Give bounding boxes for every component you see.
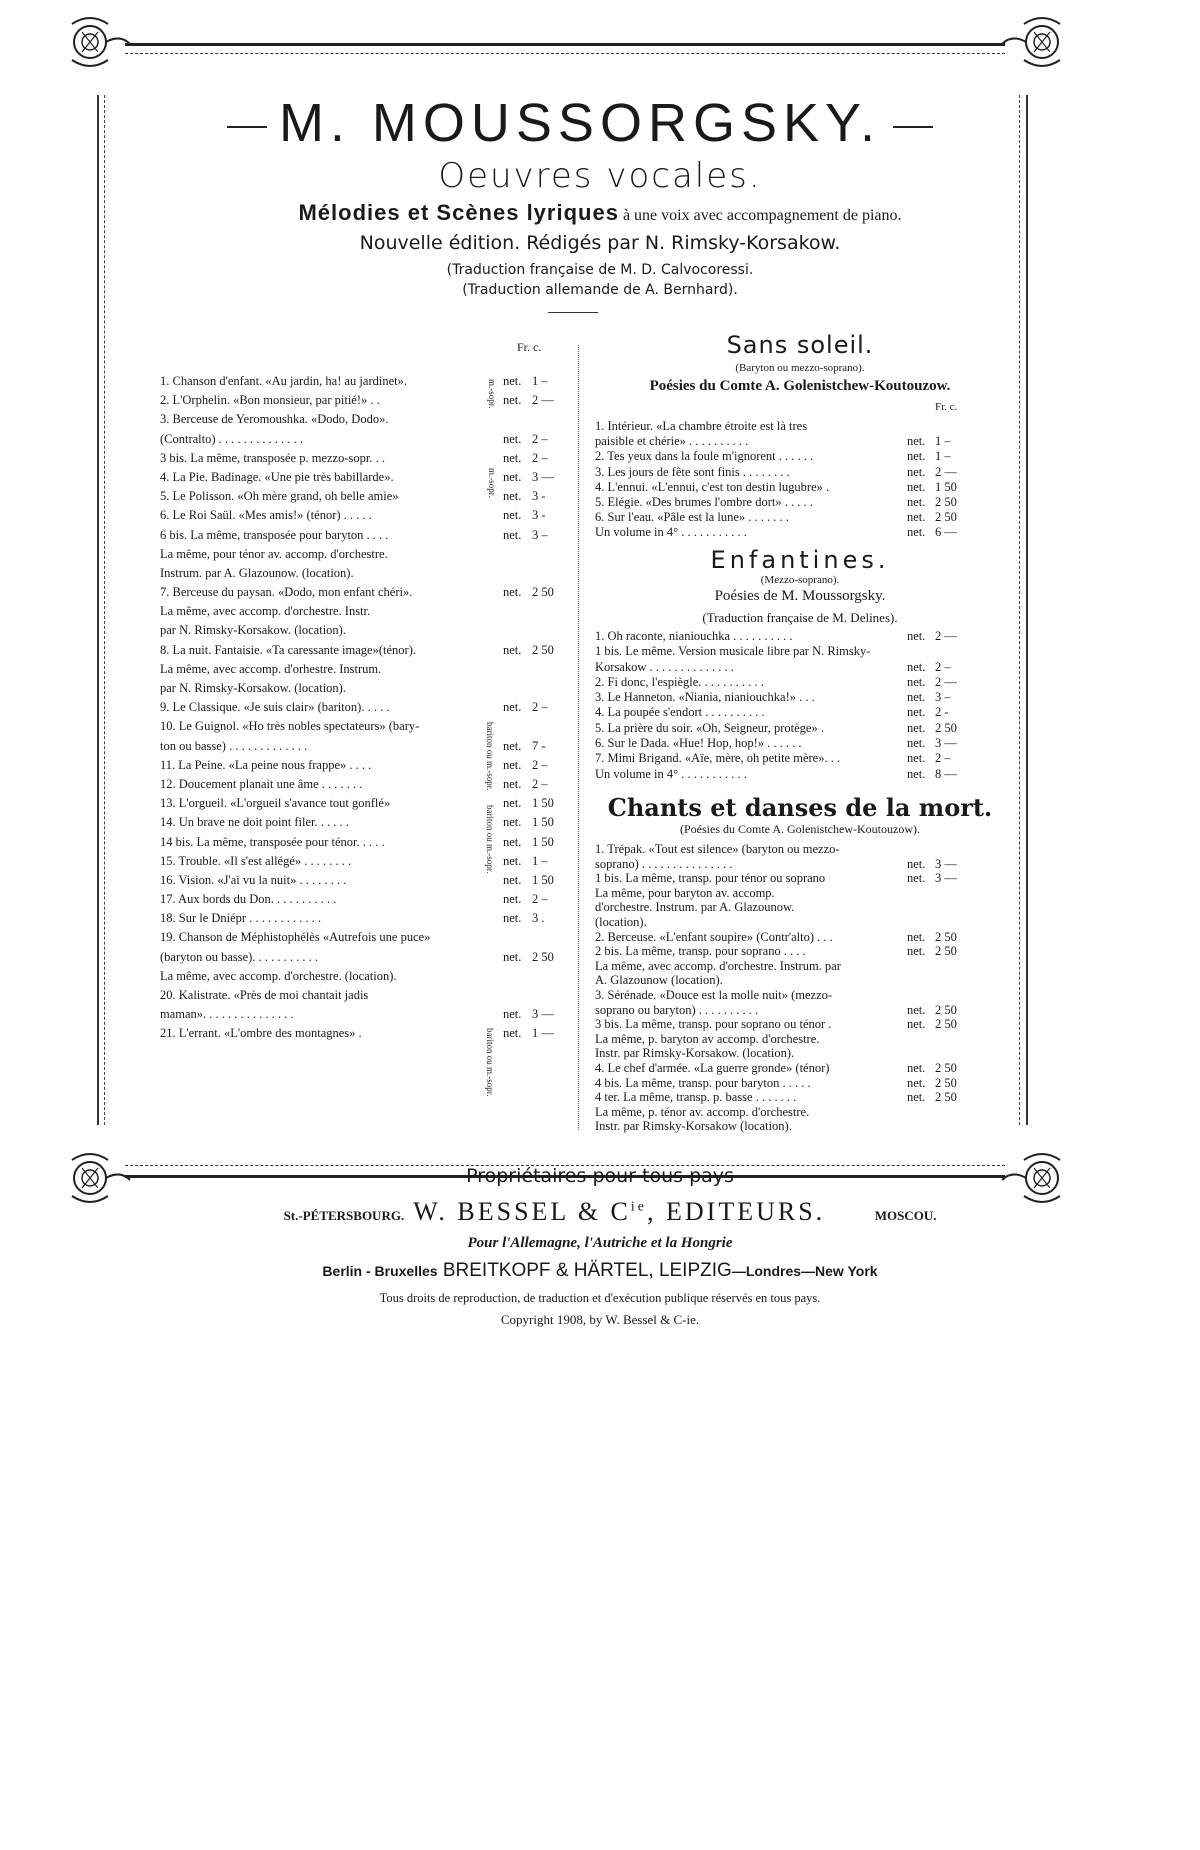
net-label: net. bbox=[907, 510, 926, 525]
price: 2 – bbox=[532, 450, 548, 465]
price: 2 — bbox=[935, 674, 957, 689]
net-label: net. bbox=[503, 450, 522, 465]
work-title: Instr. par Rimsky-Korsakow (location). bbox=[595, 1119, 792, 1134]
work-title: 16. Vision. «J'ai vu la nuit» . . . . . . . . bbox=[160, 872, 347, 887]
work-title: soprano ou baryton) . . . . . . . . . . bbox=[595, 1002, 759, 1017]
price: 3 - bbox=[532, 489, 546, 504]
work-title: 20. Kalistrate. «Près de moi chantait jadis bbox=[160, 988, 369, 1002]
net-label: net. bbox=[503, 815, 522, 830]
ornament-corner-top-left-icon bbox=[62, 12, 132, 82]
list-item bbox=[160, 469, 560, 488]
work-title: 4. Le chef d'armée. «La guerre gronde» (ténor) bbox=[595, 1060, 830, 1075]
list-item bbox=[160, 603, 560, 622]
work-title: 5. La prière du soir. «Oh, Seigneur, protège» . bbox=[595, 720, 824, 735]
list-item bbox=[595, 886, 1005, 901]
work-title: 5. Elégie. «Des brumes l'ombre dort» . . . . . bbox=[595, 494, 813, 509]
work-title: La même, avec accomp. d'orhestre. Instrum. bbox=[160, 661, 382, 676]
list-item bbox=[160, 987, 560, 1006]
melodies-line bbox=[110, 200, 1090, 226]
work-title: 17. Aux bords du Don. . . . . . . . . . . bbox=[160, 892, 337, 907]
price: 2 – bbox=[532, 757, 548, 772]
ornament-corner-top-right-icon bbox=[1000, 12, 1070, 82]
work-title: 14 bis. La même, transposée pour ténor. . . . . bbox=[160, 834, 385, 849]
work-title: La même, pour baryton av. accomp. bbox=[595, 885, 775, 900]
list-item bbox=[595, 524, 1005, 539]
price: 1 – bbox=[532, 853, 548, 868]
work-title: par N. Rimsky-Korsakow. (location). bbox=[160, 681, 346, 695]
work-title: 4. L'ennui. «L'ennui, c'est ton destin lugubre» . bbox=[595, 479, 830, 494]
price: 2 50 bbox=[935, 494, 957, 509]
work-title: (Contralto) . . . . . . . . . . . . . . bbox=[160, 431, 304, 446]
list-item bbox=[595, 479, 1005, 494]
work-title: 2 bis. La même, transp. pour soprano . . . . bbox=[595, 944, 806, 959]
net-label: net. bbox=[907, 1002, 926, 1017]
publisher-name: W. BESSEL & C bbox=[413, 1197, 631, 1226]
net-label: net. bbox=[907, 674, 926, 689]
work-title: (location). bbox=[595, 914, 647, 929]
voice-bracket-1: m.-sopr. bbox=[487, 379, 497, 409]
list-item bbox=[160, 910, 560, 929]
work-title: 7. Berceuse du paysan. «Dodo, mon enfant chéri». bbox=[160, 585, 413, 600]
price: 3 – bbox=[532, 527, 548, 542]
list-item bbox=[595, 871, 1005, 886]
frame-left-rule-dashed bbox=[104, 95, 105, 1125]
net-label: net. bbox=[503, 872, 522, 887]
price: 2 50 bbox=[532, 585, 554, 600]
list-item bbox=[160, 642, 560, 661]
list-item bbox=[160, 834, 560, 853]
net-label: net. bbox=[503, 1026, 522, 1041]
price: 1 – bbox=[532, 374, 548, 388]
list-item bbox=[160, 776, 560, 795]
section-title-sans-soleil: Sans soleil. bbox=[726, 331, 874, 359]
price: 1 – bbox=[935, 434, 951, 449]
list-item bbox=[160, 872, 560, 891]
work-title: 13. L'orgueil. «L'orgueil s'avance tout gonflé» bbox=[160, 796, 391, 811]
net-label: net. bbox=[907, 449, 926, 464]
frame-top-rule-dashed bbox=[125, 53, 1005, 54]
net-label: net. bbox=[503, 834, 522, 849]
list-item bbox=[595, 842, 1005, 857]
work-title: 4. La poupée s'endort . . . . . . . . . . bbox=[595, 705, 765, 720]
net-label: net. bbox=[907, 1017, 926, 1032]
work-title: Instr. par Rimsky-Korsakow. (location). bbox=[595, 1046, 795, 1061]
work-title: 1. Trépak. «Tout est silence» (baryton ou mezzo- bbox=[595, 842, 840, 856]
price: 3 — bbox=[935, 736, 957, 751]
list-item bbox=[595, 1003, 1005, 1018]
list-item bbox=[595, 643, 1005, 658]
net-label: net. bbox=[907, 736, 926, 751]
title-flourish-left bbox=[227, 126, 267, 128]
list-item bbox=[595, 448, 1005, 463]
list-item bbox=[595, 1046, 1005, 1061]
net-label: net. bbox=[503, 700, 522, 715]
list-item bbox=[595, 959, 1005, 974]
work-title: 18. Sur le Dniépr . . . . . . . . . . . . bbox=[160, 911, 322, 926]
list-item bbox=[160, 891, 560, 910]
work-title: La même, avec accomp. d'orchestre. (location). bbox=[160, 968, 397, 983]
list-item bbox=[595, 659, 1005, 674]
list-item bbox=[595, 418, 1005, 433]
frame-left-rule bbox=[97, 95, 99, 1125]
list-item bbox=[160, 949, 560, 968]
net-label: net. bbox=[503, 374, 522, 388]
work-title: 3 bis. La même, transp. pour soprano ou ténor . bbox=[595, 1017, 832, 1032]
price: 1 50 bbox=[532, 815, 554, 830]
price: 2 – bbox=[532, 431, 548, 446]
net-label: net. bbox=[907, 494, 926, 509]
list-item bbox=[160, 757, 560, 776]
rights-notice: Tous droits de reproduction, de traduction et d'exécution publique réservés en tous pays. bbox=[379, 1291, 821, 1305]
work-title: 3. Le Hanneton. «Niania, nianiouchka!» . . . bbox=[595, 690, 815, 705]
work-title: Korsakow . . . . . . . . . . . . . . bbox=[595, 659, 734, 674]
net-label: net. bbox=[503, 508, 522, 523]
price: 2 - bbox=[935, 705, 949, 720]
work-title: 4 ter. La même, transp. p. basse . . . . . . . bbox=[595, 1090, 797, 1105]
net-label: net. bbox=[907, 629, 926, 643]
work-title: La même, avec accomp. d'orchestre. Instrum. par bbox=[595, 958, 841, 973]
divider bbox=[548, 312, 598, 313]
section-subtitle-sans-soleil: (Baryton ou mezzo-soprano). bbox=[735, 362, 865, 374]
list-item bbox=[160, 1025, 560, 1044]
work-title: 6. Le Roi Saül. «Mes amis!» (ténor) . . . . . bbox=[160, 508, 372, 523]
section-title-enfantines: Enfantines. bbox=[710, 546, 890, 574]
city-st-petersbourg: St.-PÉTERSBOURG. bbox=[283, 1208, 405, 1223]
work-title: 5. Le Polisson. «Oh mère grand, oh belle amie» bbox=[160, 489, 399, 504]
list-item bbox=[160, 527, 560, 546]
composer-title bbox=[190, 92, 970, 154]
price: 7 - bbox=[532, 738, 546, 753]
publisher-line bbox=[170, 1197, 1050, 1227]
price: 1 50 bbox=[935, 479, 957, 494]
price: 8 — bbox=[935, 766, 957, 781]
list-item bbox=[160, 546, 560, 565]
list-item bbox=[595, 674, 1005, 689]
work-title: La même, avec accomp. d'orchestre. Instr. bbox=[160, 604, 371, 619]
list-item bbox=[595, 1017, 1005, 1032]
title-flourish-right bbox=[893, 126, 933, 128]
work-title: 1 bis. Le même. Version musicale libre par N. Rimsky- bbox=[595, 644, 871, 659]
work-title: 3 bis. La même, transposée p. mezzo-sopr. . . bbox=[160, 450, 385, 465]
section-poet-sans-soleil: Poésies du Comte A. Golenistchew-Koutouzow. bbox=[649, 378, 951, 394]
price: 2 – bbox=[532, 892, 548, 907]
chants-list bbox=[595, 842, 1005, 1134]
work-title: 2. L'Orphelin. «Bon monsieur, par pitié!» . . bbox=[160, 393, 380, 408]
section-title-chants: Chants et danses de la mort. bbox=[607, 793, 993, 822]
proprietaires-line: Propriétaires pour tous pays bbox=[466, 1165, 734, 1187]
net-label: net. bbox=[503, 527, 522, 542]
net-label: net. bbox=[907, 705, 926, 720]
list-item bbox=[160, 622, 560, 641]
price: 2 50 bbox=[935, 1090, 957, 1105]
work-title: par N. Rimsky-Korsakow. (location). bbox=[160, 623, 346, 638]
work-title: Un volume in 4° . . . . . . . . . . . bbox=[595, 525, 747, 540]
price: 2 50 bbox=[935, 1002, 957, 1017]
price: 1 50 bbox=[532, 872, 554, 887]
list-item bbox=[595, 1090, 1005, 1105]
list-item bbox=[160, 411, 560, 430]
net-label: net. bbox=[907, 751, 926, 766]
net-label: net. bbox=[907, 856, 926, 871]
list-item bbox=[595, 1061, 1005, 1076]
net-label: net. bbox=[503, 393, 522, 408]
work-title: 1. Chanson d'enfant. «Au jardin, ha! au jardinet». bbox=[160, 374, 407, 388]
left-work-list bbox=[160, 373, 560, 1045]
list-item bbox=[160, 392, 560, 411]
breitkopf-line bbox=[150, 1260, 1050, 1282]
list-item bbox=[595, 973, 1005, 988]
list-item bbox=[160, 507, 560, 526]
net-label: net. bbox=[907, 929, 926, 944]
voice-bracket-3: bariton ou m.-sopr. bbox=[485, 722, 495, 791]
list-item bbox=[595, 915, 1005, 930]
list-item bbox=[595, 720, 1005, 735]
work-title: 1. Intérieur. «La chambre étroite est là tres bbox=[595, 419, 808, 433]
city-moscou: MOSCOU. bbox=[874, 1208, 937, 1223]
work-title: maman». . . . . . . . . . . . . . . bbox=[160, 1007, 294, 1022]
price: 3 — bbox=[532, 469, 554, 484]
net-label: net. bbox=[907, 1060, 926, 1075]
work-title: La même, p. baryton av accomp. d'orchestre. bbox=[595, 1031, 820, 1046]
price: 1 – bbox=[935, 449, 951, 464]
list-item bbox=[160, 795, 560, 814]
list-item bbox=[160, 718, 560, 737]
melodies-heading: Mélodies et Scènes lyriques bbox=[298, 200, 619, 225]
work-title: 15. Trouble. «Il s'est allégé» . . . . . . . . bbox=[160, 853, 352, 868]
work-title: 14. Un brave ne doit point filer. . . . . . bbox=[160, 815, 349, 830]
work-title: soprano) . . . . . . . . . . . . . . . bbox=[595, 856, 733, 871]
list-item bbox=[595, 900, 1005, 915]
net-label: net. bbox=[907, 766, 926, 781]
french-translation-line: (Traduction française de M. D. Calvocoressi. bbox=[446, 262, 754, 278]
price: 3 – bbox=[935, 690, 951, 705]
net-label: net. bbox=[503, 738, 522, 753]
work-title: La même, pour ténor av. accomp. d'orchestre. bbox=[160, 546, 388, 561]
list-item bbox=[595, 930, 1005, 945]
work-title: 6. Sur le Dada. «Hue! Hop, hop!» . . . . . . bbox=[595, 736, 802, 751]
work-title: 4 bis. La même, transp. pour baryton . . . . . bbox=[595, 1075, 811, 1090]
net-label: net. bbox=[907, 464, 926, 479]
subtitle: Oeuvres vocales. bbox=[438, 156, 762, 196]
list-item bbox=[595, 1076, 1005, 1091]
net-label: net. bbox=[503, 489, 522, 504]
price: 2 — bbox=[935, 464, 957, 479]
list-item bbox=[595, 988, 1005, 1003]
list-item bbox=[160, 373, 560, 392]
work-title: 2. Fi donc, l'espiègle. . . . . . . . . . . bbox=[595, 674, 764, 689]
net-label: net. bbox=[503, 431, 522, 446]
price: 3 — bbox=[532, 1007, 554, 1022]
work-title: 19. Chanson de Méphistophélès «Autrefois une puce» bbox=[160, 930, 431, 945]
net-label: net. bbox=[503, 469, 522, 484]
melodies-description: à une voix avec accompagnement de piano. bbox=[622, 207, 902, 224]
cities-left: Berlin - Bruxelles bbox=[322, 1263, 438, 1279]
list-item bbox=[160, 680, 560, 699]
list-item bbox=[160, 584, 560, 603]
section-translator-enfantines: (Traduction française de M. Delines). bbox=[702, 610, 898, 625]
price: 2 50 bbox=[935, 720, 957, 735]
net-label: net. bbox=[503, 776, 522, 791]
price: 2 – bbox=[532, 776, 548, 791]
price: 2 – bbox=[532, 700, 548, 715]
list-item bbox=[160, 450, 560, 469]
list-item bbox=[595, 509, 1005, 524]
list-item bbox=[595, 433, 1005, 448]
breitkopf-name: BREITKOPF & HÄRTEL, LEIPZIG bbox=[442, 1260, 732, 1281]
list-item bbox=[160, 565, 560, 584]
price: 2 – bbox=[935, 659, 951, 674]
price: 1 — bbox=[532, 1026, 554, 1041]
list-item bbox=[595, 1105, 1005, 1120]
net-label: net. bbox=[503, 642, 522, 657]
work-title: 1 bis. La même, transp. pour ténor ou soprano bbox=[595, 871, 826, 886]
price: 2 – bbox=[935, 751, 951, 766]
price: 2 50 bbox=[935, 944, 957, 959]
list-item bbox=[160, 1006, 560, 1025]
net-label: net. bbox=[503, 892, 522, 907]
price: 2 — bbox=[532, 393, 554, 408]
net-label: net. bbox=[503, 757, 522, 772]
work-title: 6. Sur l'eau. «Pâle est la lune» . . . . . . . bbox=[595, 510, 789, 525]
work-title: 8. La nuit. Fantaisie. «Ta caressante image»(ténor). bbox=[160, 642, 416, 657]
price: 3 — bbox=[935, 871, 957, 886]
net-label: net. bbox=[503, 853, 522, 868]
list-item bbox=[595, 494, 1005, 509]
territory-line: Pour l'Allemagne, l'Autriche et la Hongrie bbox=[467, 1235, 733, 1251]
net-label: net. bbox=[503, 949, 522, 964]
price: 2 — bbox=[935, 629, 957, 643]
net-label: net. bbox=[907, 1090, 926, 1105]
net-label: net. bbox=[907, 690, 926, 705]
list-item bbox=[160, 929, 560, 948]
work-title: Un volume in 4° . . . . . . . . . . . bbox=[595, 766, 747, 781]
cities-right: —Londres—New York bbox=[731, 1263, 878, 1279]
list-item bbox=[595, 1119, 1005, 1134]
price: 2 50 bbox=[935, 1017, 957, 1032]
list-item bbox=[160, 488, 560, 507]
net-label: net. bbox=[907, 434, 926, 449]
price: 2 50 bbox=[935, 1060, 957, 1075]
net-label: net. bbox=[907, 944, 926, 959]
work-title: (baryton ou basse). . . . . . . . . . . bbox=[160, 949, 318, 964]
voice-bracket-4: bariton ou m.-sopr. bbox=[485, 805, 495, 874]
copyright-notice: Copyright 1908, by W. Bessel & C-ie. bbox=[500, 1312, 700, 1327]
net-label: net. bbox=[907, 1075, 926, 1090]
work-title: 3. Berceuse de Yeromoushka. «Dodo, Dodo». bbox=[160, 412, 389, 427]
work-title: 2. Berceuse. «L'enfant soupire» (Contr'alto) . . . bbox=[595, 929, 833, 944]
net-label: net. bbox=[907, 479, 926, 494]
sans-soleil-list bbox=[595, 418, 1005, 540]
net-label: net. bbox=[907, 871, 926, 886]
price: 3 — bbox=[935, 856, 957, 871]
enfantines-list bbox=[595, 628, 1005, 781]
net-label: net. bbox=[907, 659, 926, 674]
price: 1 50 bbox=[532, 834, 554, 849]
work-title: A. Glazounow (location). bbox=[595, 973, 723, 988]
list-item bbox=[160, 661, 560, 680]
price: 3 - bbox=[532, 508, 546, 523]
work-title: 12. Doucement planait une âme . . . . . . . bbox=[160, 776, 363, 791]
price: 1 50 bbox=[532, 796, 554, 811]
work-title: 11. La Peine. «La peine nous frappe» . . . . bbox=[160, 757, 372, 772]
net-label: net. bbox=[503, 1007, 522, 1022]
net-label: net. bbox=[907, 720, 926, 735]
frame-top-rule bbox=[125, 43, 1005, 46]
voice-bracket-2: m.-sopr. bbox=[487, 468, 497, 498]
list-item bbox=[595, 704, 1005, 719]
price: 6 — bbox=[935, 525, 957, 540]
work-title: 1. Oh raconte, nianiouchka . . . . . . . . . . bbox=[595, 629, 793, 643]
list-item bbox=[595, 464, 1005, 479]
list-item bbox=[160, 853, 560, 872]
composer-name: M. MOUSSORGSKY. bbox=[278, 93, 882, 153]
publisher-end: , EDITEURS. bbox=[647, 1197, 826, 1226]
net-label: net. bbox=[503, 585, 522, 600]
list-item bbox=[160, 738, 560, 757]
work-title: Instrum. par A. Glazounow. (location). bbox=[160, 565, 354, 580]
work-title: 21. L'errant. «L'ombre des montagnes» . bbox=[160, 1026, 362, 1041]
work-title: 3. Sérénade. «Douce est la molle nuit» (mezzo- bbox=[595, 987, 833, 1002]
price: 2 50 bbox=[935, 929, 957, 944]
work-title: 10. Le Guignol. «Ho très nobles spectateurs» (bary- bbox=[160, 719, 420, 734]
work-title: 6 bis. La même, transposée pour baryton . . . . bbox=[160, 527, 389, 542]
net-label: net. bbox=[907, 525, 926, 540]
price: 2 50 bbox=[935, 1075, 957, 1090]
work-title: 9. Le Classique. «Je suis clair» (bariton). . . . . bbox=[160, 700, 390, 715]
price: 3 . bbox=[532, 911, 545, 926]
list-item bbox=[160, 814, 560, 833]
list-item bbox=[595, 689, 1005, 704]
net-label: net. bbox=[503, 796, 522, 811]
work-title: 4. La Pie. Badinage. «Une pie très babillarde». bbox=[160, 469, 394, 484]
price-column-header-right: Fr. c. bbox=[935, 401, 958, 413]
column-divider bbox=[578, 345, 579, 1130]
work-title: ton ou basse) . . . . . . . . . . . . . bbox=[160, 738, 308, 753]
section-poet-enfantines: Poésies de M. Moussorgsky. bbox=[714, 588, 886, 604]
section-subtitle-chants: (Poésies du Comte A. Golenistchew-Koutouzow). bbox=[680, 822, 920, 836]
list-item bbox=[160, 968, 560, 987]
list-item bbox=[595, 735, 1005, 750]
publisher-sup: ie bbox=[630, 1199, 648, 1215]
work-title: 7. Mimi Brigand. «Aïe, mère, oh petite mère». . . bbox=[595, 751, 841, 766]
net-label: net. bbox=[503, 911, 522, 926]
list-item bbox=[595, 750, 1005, 765]
list-item bbox=[595, 857, 1005, 872]
work-title: La même, p. ténor av. accomp. d'orchestre. bbox=[595, 1104, 810, 1119]
price: 2 50 bbox=[935, 510, 957, 525]
price: 2 50 bbox=[532, 949, 554, 964]
work-title: d'orchestre. Instrum. par A. Glazounow. bbox=[595, 900, 795, 915]
voice-bracket-5: bariton ou m.-sopr. bbox=[485, 1028, 495, 1097]
section-subtitle-enfantines: (Mezzo-soprano). bbox=[760, 574, 840, 586]
price: 2 50 bbox=[532, 642, 554, 657]
work-title: 2. Tes yeux dans la foule m'ignorent . . . . . . bbox=[595, 449, 814, 464]
list-item bbox=[160, 431, 560, 450]
list-item bbox=[160, 699, 560, 718]
list-item bbox=[595, 1032, 1005, 1047]
work-title: 3. Les jours de fête sont finis . . . . . . . . bbox=[595, 464, 790, 479]
list-item bbox=[595, 944, 1005, 959]
edition-line: Nouvelle édition. Rédigés par N. Rimsky-Korsakow. bbox=[359, 232, 841, 254]
list-item bbox=[595, 628, 1005, 643]
work-title: paisible et chérie» . . . . . . . . . . bbox=[595, 434, 749, 449]
list-item bbox=[595, 766, 1005, 781]
german-translation-line: (Traduction allemande de A. Bernhard). bbox=[462, 282, 738, 298]
price-column-header: Fr. c. bbox=[517, 340, 542, 354]
